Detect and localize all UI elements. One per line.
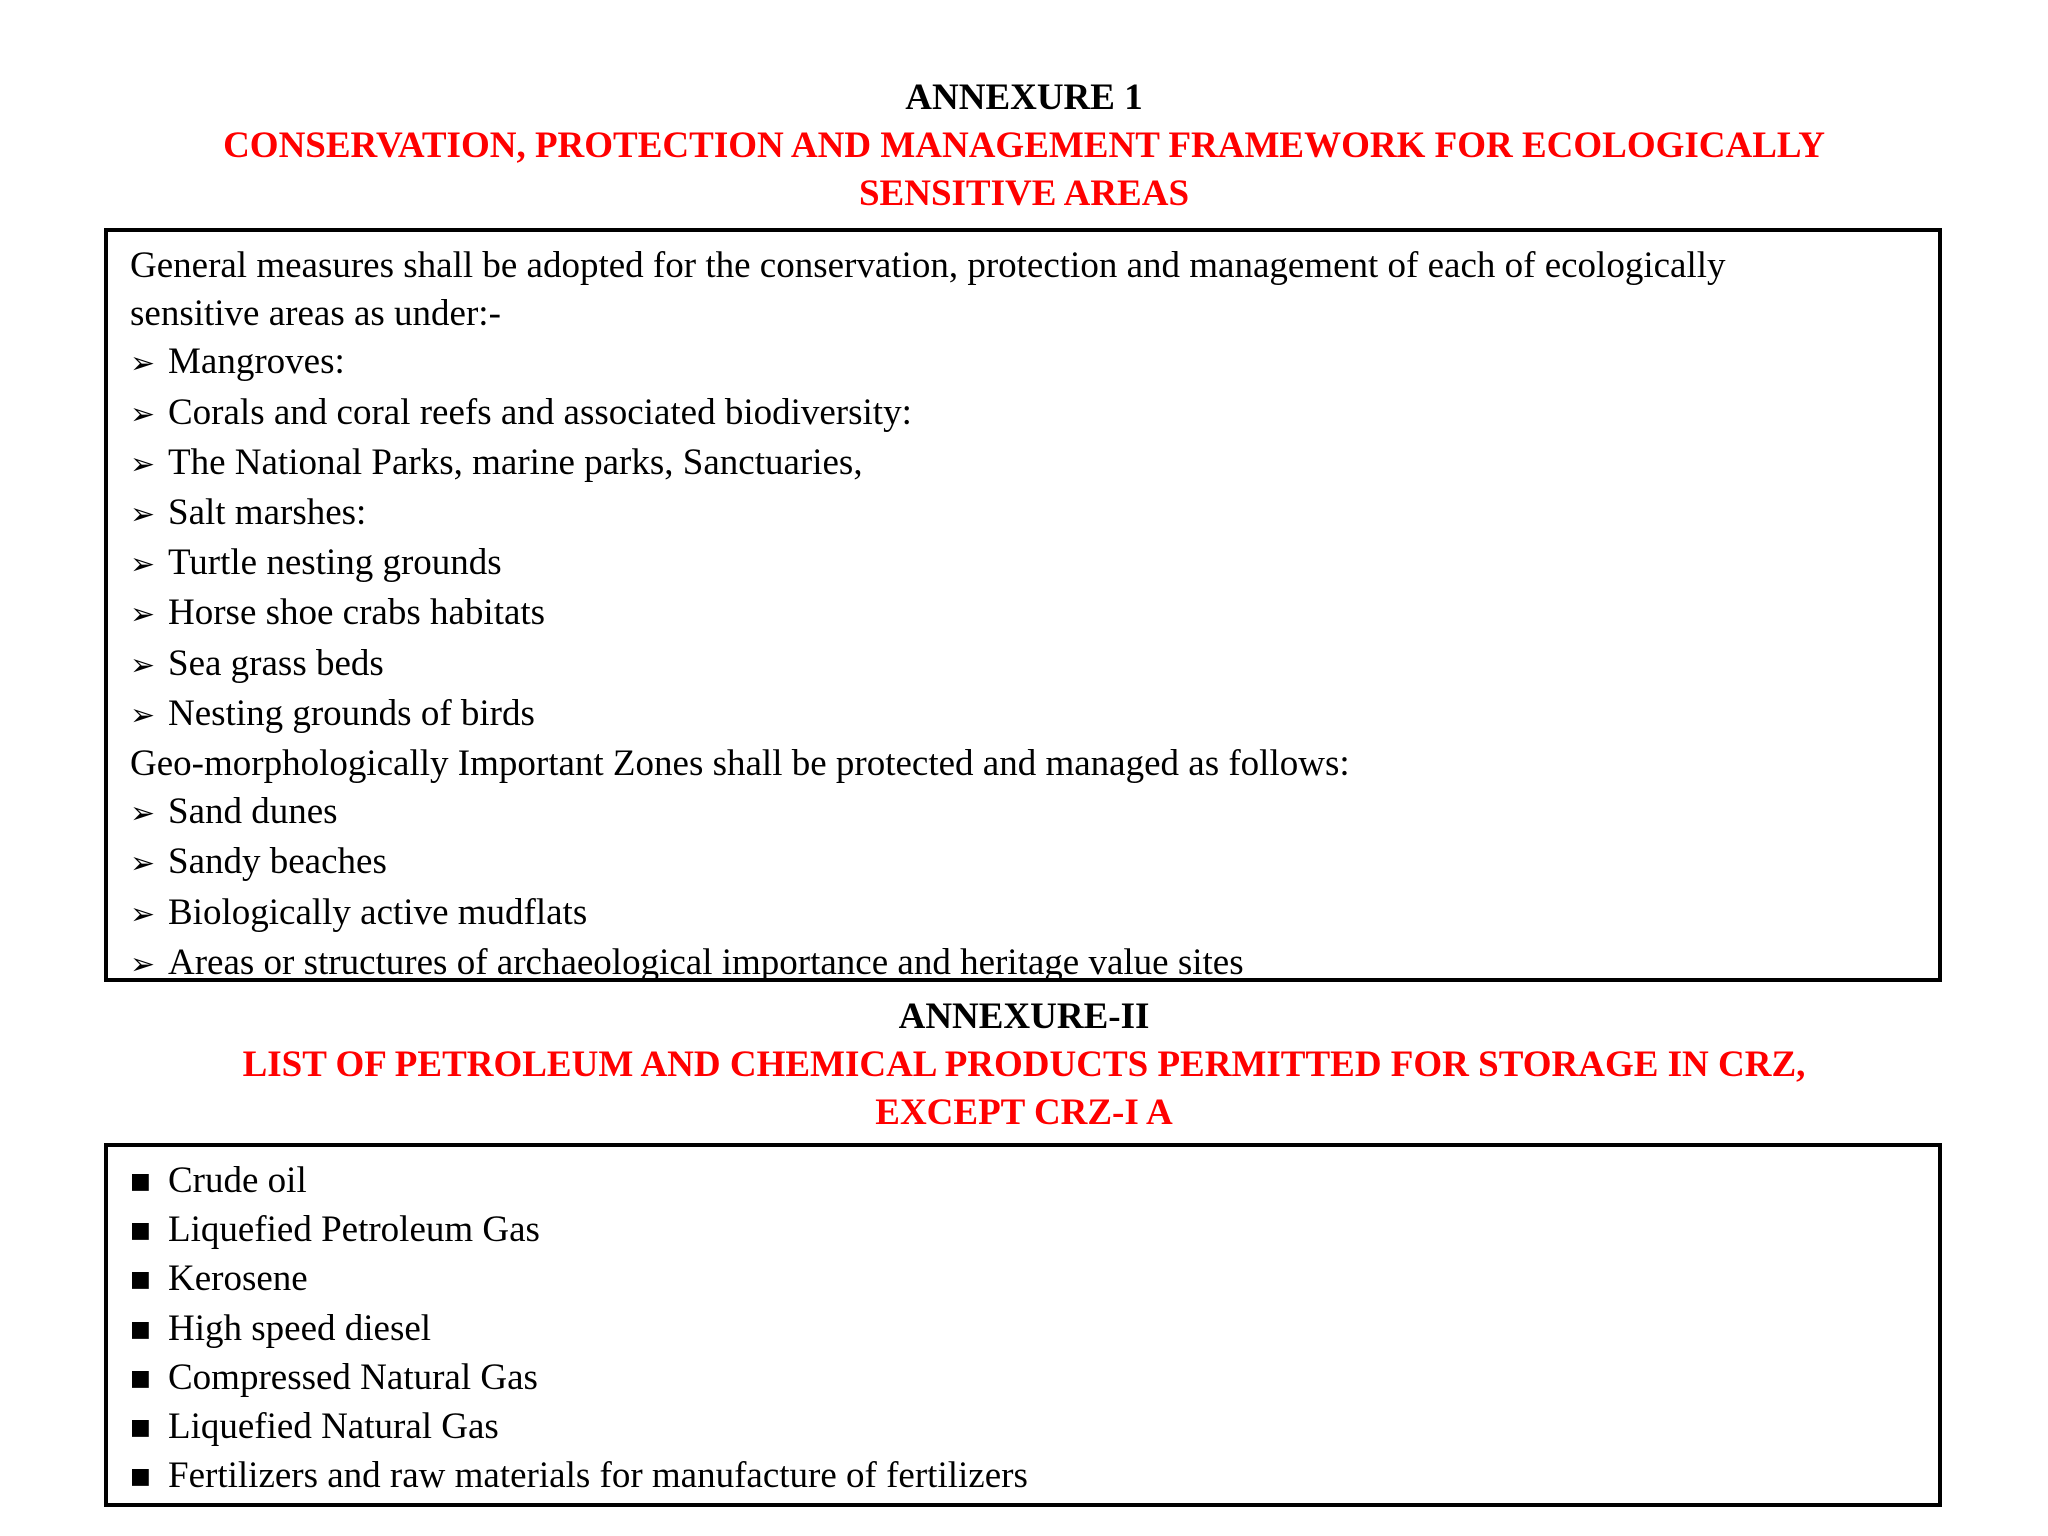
product-item-text: Fertilizers and raw materials for manufacture of fertilizers [168,1455,1028,1497]
product-item [130,1403,1916,1452]
geo-zones-intro: Geo-morphologically Important Zones shall be protected and managed as follows: [130,743,1350,785]
square-bullet-icon: ■ [130,1267,151,1293]
product-item [130,1157,1916,1206]
geo-zone-item [130,788,1916,838]
arrow-bullet-icon: ➢ [130,597,156,633]
geo-zone-item-text: Biologically active mudflats [168,891,588,933]
square-bullet-icon: ■ [130,1415,151,1441]
sensitive-area-item [130,489,1916,539]
sensitive-area-item-text: Corals and coral reefs and associated biodiversity: [168,391,912,433]
sensitive-area-item [130,389,1916,439]
product-item-text: Liquefied Petroleum Gas [168,1209,540,1251]
product-item-text: Kerosene [168,1258,308,1300]
sensitive-area-item [130,640,1916,690]
geo-zone-item [130,838,1916,888]
arrow-bullet-icon: ➢ [130,896,156,932]
product-item-text: Liquefied Natural Gas [168,1406,499,1448]
sensitive-area-item-text: Horse shoe crabs habitats [168,592,546,634]
product-item [130,1354,1916,1403]
annexure-2-title-line-2: EXCEPT CRZ-I A [875,1092,1173,1133]
sensitive-area-item [130,690,1916,740]
square-bullet-icon: ■ [130,1464,151,1490]
product-item [130,1452,1916,1501]
square-bullet-icon: ■ [130,1316,151,1342]
sensitive-area-item-text: Salt marshes: [168,492,367,534]
geo-zones-list [130,788,1916,989]
annexure-1-label: ANNEXURE 1 [905,77,1143,118]
annexure-2-products-box [104,1143,1942,1507]
sensitive-area-item-text: Sea grass beds [168,642,384,684]
arrow-bullet-icon: ➢ [130,497,156,533]
sensitive-area-item [130,439,1916,489]
arrow-bullet-icon: ➢ [130,396,156,432]
sensitive-areas-list [130,338,1916,740]
arrow-bullet-icon: ➢ [130,697,156,733]
geo-zone-item-text: Sandy beaches [168,841,387,883]
geo-zone-item [130,889,1916,939]
sensitive-area-item [130,589,1916,639]
annexure-1-framework-box [104,228,1942,982]
arrow-bullet-icon: ➢ [130,547,156,583]
annexure-1-title-line-1: CONSERVATION, PROTECTION AND MANAGEMENT FRAMEWORK FOR ECOLOGICALLY [223,125,1825,166]
arrow-bullet-icon: ➢ [130,846,156,882]
product-item [130,1255,1916,1304]
permitted-products-list [130,1157,1916,1501]
product-item [130,1305,1916,1354]
sensitive-area-item-text: The National Parks, marine parks, Sanctuaries, [168,441,863,483]
geo-zone-item [130,939,1916,989]
annexure-1-title-line-2: SENSITIVE AREAS [858,173,1190,214]
annexure-2-title-line-1: LIST OF PETROLEUM AND CHEMICAL PRODUCTS PERMITTED FOR STORAGE IN CRZ, [242,1044,1806,1085]
product-item-text: High speed diesel [168,1307,432,1349]
sensitive-area-item [130,338,1916,388]
arrow-bullet-icon: ➢ [130,346,156,382]
sensitive-area-item-text: Turtle nesting grounds [168,542,502,584]
framework-intro-line-1: General measures shall be adopted for the conservation, protection and management of each of ecologically [130,245,1726,286]
arrow-bullet-icon: ➢ [130,796,156,832]
sensitive-area-item-text: Mangroves: [168,341,345,383]
sensitive-area-item-text: Nesting grounds of birds [168,692,535,734]
annexure-2-label: ANNEXURE-II [898,996,1150,1037]
square-bullet-icon: ■ [130,1365,151,1391]
geo-zone-item-text: Sand dunes [168,791,338,833]
geo-zone-item-text: Areas or structures of archaeological importance and heritage value sites [168,941,1244,983]
framework-intro-line-2: sensitive areas as under:- [130,293,501,335]
square-bullet-icon: ■ [130,1218,151,1244]
arrow-bullet-icon: ➢ [130,446,156,482]
square-bullet-icon: ■ [130,1169,151,1194]
sensitive-area-item [130,539,1916,589]
product-item-text: Crude oil [168,1160,307,1201]
arrow-bullet-icon: ➢ [130,647,156,683]
product-item-text: Compressed Natural Gas [168,1356,538,1398]
arrow-bullet-icon: ➢ [130,946,156,982]
product-item [130,1206,1916,1255]
